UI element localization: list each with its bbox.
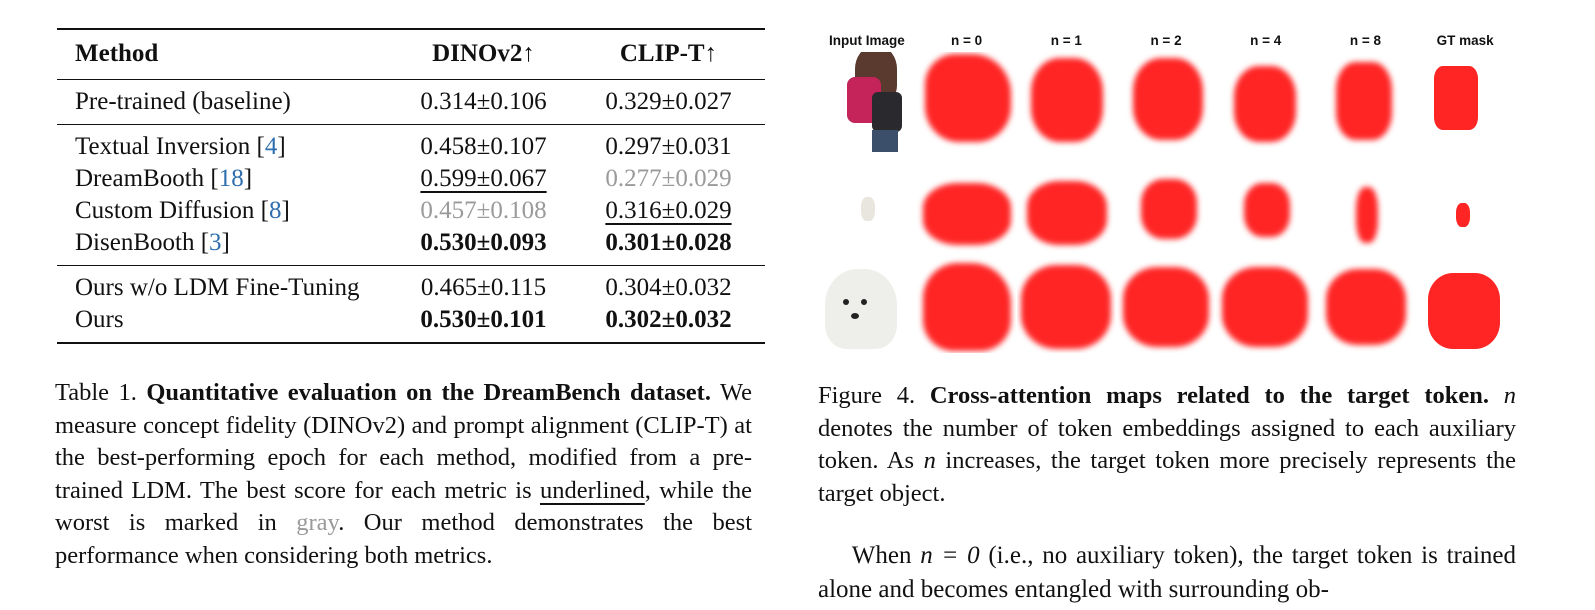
- dino-cell: 0.314±0.106: [420, 87, 547, 115]
- clip-cell-worst: 0.277±0.029: [605, 164, 732, 192]
- column-header: n = 0: [951, 33, 983, 48]
- bracket: ]: [277, 132, 286, 160]
- dino-cell: 0.530±0.101: [420, 305, 547, 333]
- caption-title: Cross-attention maps related to the target token.: [929, 382, 1489, 409]
- caption-text: , while the worst is marked in: [55, 476, 752, 536]
- caption-text: We measure concept fidelity (DINOv2) and prompt alignment (CLIP-T) at the best-performing epoch for each method, modified from a pre-trained LDM. The best score for each metric is: [55, 379, 753, 504]
- header-method: Method: [75, 40, 159, 68]
- column-header: n = 2: [1150, 33, 1182, 48]
- method-cell: [57, 227, 391, 266]
- column-header: GT mask: [1436, 33, 1494, 48]
- caption-label: Figure 4.: [818, 382, 916, 409]
- best-score: 0.316±0.029: [605, 196, 732, 224]
- table-caption: [55, 377, 752, 572]
- math-var: n: [1503, 382, 1516, 409]
- caption-text: increases, the target token more precisely represents the target object.: [818, 447, 1517, 507]
- clip-cell: 0.329±0.027: [605, 87, 732, 115]
- table-row: [57, 265, 765, 304]
- figure-column-headers: [817, 30, 1515, 52]
- table-row: [57, 195, 765, 227]
- body-prefix: When: [851, 542, 912, 569]
- header-clip-t: CLIP-T↑: [619, 40, 718, 68]
- method-name: DisenBooth [: [75, 228, 210, 256]
- attention-map: [917, 253, 1016, 353]
- caption-title: Quantitative evaluation on the DreamBench dataset.: [146, 379, 711, 406]
- dino-cell: 0.530±0.093: [420, 228, 547, 256]
- citation-link[interactable]: 3: [209, 228, 222, 256]
- clip-cell: [576, 195, 765, 227]
- method-cell: Ours: [75, 305, 124, 333]
- attention-map: [1117, 153, 1216, 252]
- citation-link[interactable]: 8: [269, 196, 282, 224]
- table-row: [57, 163, 765, 195]
- best-score: 0.599±0.067: [420, 164, 547, 192]
- method-cell: Pre-trained (baseline): [75, 87, 291, 115]
- method-name: DreamBooth [: [75, 164, 219, 192]
- body-text: (i.e., no auxiliary token), the target token is trained alone and becomes entangled with surrounding ob-: [818, 542, 1517, 603]
- input-image-white-dog: [817, 253, 916, 353]
- figure-image-grid: [817, 52, 1515, 353]
- method-cell: Ours w/o LDM Fine-Tuning: [75, 273, 360, 301]
- column-header: n = 1: [1050, 33, 1082, 48]
- gt-mask: [1416, 253, 1515, 353]
- attention-map: [917, 153, 1016, 252]
- input-image-dog-beach: [817, 153, 916, 252]
- citation-link[interactable]: 4: [264, 132, 278, 160]
- body-paragraph: [818, 539, 1516, 607]
- attention-map: [1316, 253, 1415, 353]
- dino-cell: [391, 163, 576, 195]
- attention-map: [1017, 153, 1116, 252]
- gt-mask: [1416, 52, 1515, 152]
- attention-map: [917, 52, 1016, 152]
- clip-cell: 0.301±0.028: [605, 228, 732, 256]
- attention-map: [1117, 253, 1216, 353]
- attention-figure: [817, 30, 1515, 353]
- bracket: ]: [243, 164, 253, 192]
- caption-text: denotes the number of token embeddings assigned to each auxiliary token. As: [818, 414, 1516, 474]
- method-name: Custom Diffusion [: [75, 196, 269, 224]
- input-image-backpack: [817, 52, 916, 152]
- table-header-row: [57, 29, 765, 79]
- column-header: Input Image: [828, 33, 905, 48]
- clip-cell: 0.304±0.032: [605, 273, 732, 301]
- results-table: [57, 28, 765, 344]
- clip-cell: 0.297±0.031: [605, 132, 732, 160]
- attention-map: [1017, 253, 1116, 353]
- caption-text: . Our method demonstrates the best performance when considering both metrics.: [55, 509, 752, 569]
- attention-map: [1216, 253, 1315, 353]
- bracket: ]: [221, 228, 230, 256]
- attention-map: [1216, 52, 1315, 152]
- table-row: [57, 304, 765, 343]
- figure-caption: [818, 380, 1516, 510]
- attention-map: [1117, 52, 1216, 152]
- dino-cell: 0.465±0.115: [420, 273, 547, 301]
- clip-cell: 0.302±0.032: [605, 305, 732, 333]
- caption-underlined: underlined: [540, 476, 645, 504]
- attention-map: [1316, 52, 1415, 152]
- column-header: n = 4: [1250, 33, 1282, 48]
- gt-mask: [1416, 153, 1515, 252]
- method-name: Textual Inversion [: [75, 132, 265, 160]
- column-header: n = 8: [1349, 33, 1382, 48]
- math-var: n: [923, 447, 936, 474]
- method-cell: [57, 163, 391, 195]
- bracket: ]: [281, 196, 290, 224]
- math-inline: n = 0: [920, 542, 980, 569]
- attention-map: [1316, 153, 1415, 252]
- dino-cell: 0.458±0.107: [420, 132, 547, 160]
- method-cell: [57, 124, 391, 163]
- attention-map: [1216, 153, 1315, 252]
- table-row: [57, 124, 765, 163]
- dino-cell-worst: 0.457±0.108: [420, 196, 547, 224]
- table-row: [57, 227, 765, 266]
- caption-label: Table 1.: [55, 379, 137, 406]
- header-dinov2: DINOv2↑: [432, 40, 535, 68]
- method-cell: [57, 195, 391, 227]
- table-row: [57, 79, 765, 124]
- caption-gray: gray: [296, 509, 339, 536]
- attention-map: [1017, 52, 1116, 152]
- citation-link[interactable]: 18: [218, 164, 244, 192]
- results-table-container: [57, 28, 765, 344]
